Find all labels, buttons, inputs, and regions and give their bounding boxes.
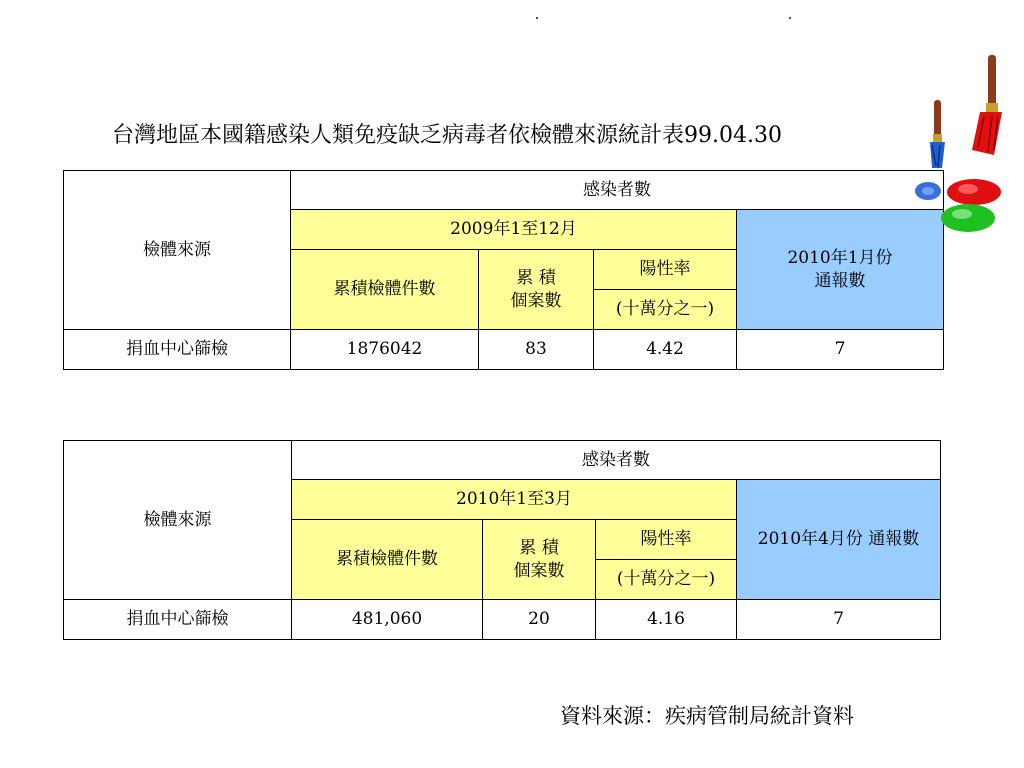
table-row [64, 330, 944, 370]
stray-dot [536, 17, 538, 19]
reports-cell: 7 [737, 600, 941, 640]
stray-dot [789, 17, 791, 19]
paint-splash-icon [915, 179, 1001, 232]
table-row [64, 600, 941, 640]
report-header-line1: 2010年1月份 [787, 247, 893, 268]
source-cell: 捐血中心篩檢 [64, 600, 292, 640]
report-header-line2: 通報數 [814, 270, 866, 291]
cases-header-cell [483, 520, 596, 600]
rate-header-cell: 陽性率 [594, 250, 737, 290]
cases-header-line2: 個案數 [510, 290, 562, 311]
stats-table-2009 [63, 170, 944, 370]
stats-table-2010 [63, 440, 941, 640]
group-header-cell: 感染者數 [292, 441, 941, 480]
group-header-cell: 感染者數 [291, 171, 944, 210]
rate-unit-cell: (十萬分之一) [596, 560, 737, 600]
rate-cell: 4.42 [594, 330, 737, 370]
rate-cell: 4.16 [596, 600, 737, 640]
cases-header-line1: 累 積 [516, 267, 556, 288]
specimens-header-cell: 累積檢體件數 [292, 520, 483, 600]
paintbrush-clipart [910, 50, 1015, 245]
cases-header-line2: 個案數 [513, 560, 565, 581]
rate-unit-cell: (十萬分之一) [594, 290, 737, 330]
specimens-cell: 1876042 [291, 330, 479, 370]
specimens-cell: 481,060 [292, 600, 483, 640]
source-cell: 捐血中心篩檢 [64, 330, 291, 370]
report-header-cell: 2010年4月份 通報數 [737, 480, 941, 600]
specimens-header-cell: 累積檢體件數 [291, 250, 479, 330]
period-header-cell: 2009年1至12月 [291, 210, 737, 250]
cases-cell: 20 [483, 600, 596, 640]
cases-header-cell [479, 250, 594, 330]
reports-cell: 7 [737, 330, 944, 370]
row-header-cell: 檢體來源 [64, 171, 291, 330]
cases-header-line1: 累 積 [519, 537, 559, 558]
source-note: 資料來源：疾病管制局統計資料 [560, 704, 854, 728]
paintbrush-red-icon [972, 55, 1002, 155]
cases-cell: 83 [479, 330, 594, 370]
page-title: 台灣地區本國籍感染人類免疫缺乏病毒者依檢體來源統計表99.04.30 [112, 123, 782, 148]
row-header-cell: 檢體來源 [64, 441, 292, 600]
period-header-cell: 2010年1至3月 [292, 480, 737, 520]
rate-header-cell: 陽性率 [596, 520, 737, 560]
paintbrush-blue-icon [930, 100, 945, 168]
